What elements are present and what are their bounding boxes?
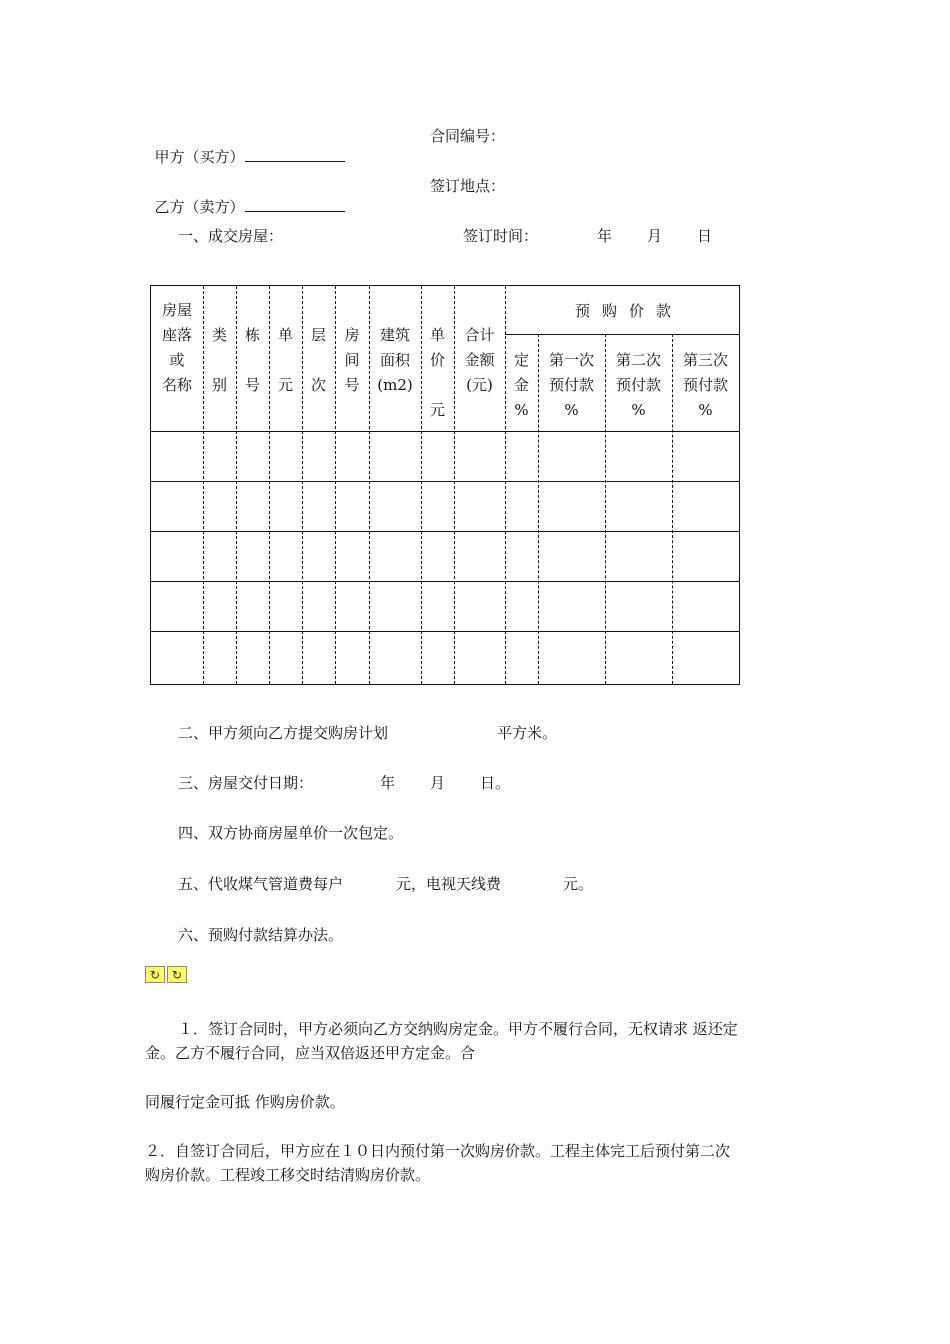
header-text: 单 [429,326,445,344]
header-text: 或 [169,351,185,369]
row-divider [151,481,739,482]
header-text: 类 [211,326,227,344]
header-text [369,298,421,323]
header-text: 房 [344,326,360,344]
clause-5-end: 元。 [563,875,594,893]
row-divider [151,531,739,532]
para2-line2: 购房价款。工程竣工移交时结清购房价款。 [145,1166,431,1184]
clause-2-text: 二、甲方须向乙方提交购房计划 [178,724,389,742]
header-text: 元 [429,401,445,419]
col-floor [302,298,335,398]
prepayment-group-header: 预购价款 [574,302,683,320]
header-text: 房屋 [161,301,192,319]
sign-year: 年 [597,227,613,245]
header-text: % [564,401,579,419]
property-table [150,285,740,685]
col-type [203,298,236,398]
clause-4-text: 四、双方协商房屋单价一次包定。 [178,824,404,842]
header-text: 次 [310,376,326,394]
col-unit-price [421,298,454,423]
header-text [302,348,335,373]
row-divider [151,581,739,582]
clause-5-text: 五、代收煤气管道费每户 [178,875,344,893]
header-text: 定 [513,351,529,369]
header-text: 合计 [464,326,495,344]
header-text [302,298,335,323]
col-unit [269,298,302,398]
col-room [335,298,369,398]
clause-3-day: 日。 [480,774,511,792]
party-a-blank[interactable] [245,146,345,162]
col-divider [505,286,506,684]
header-text: % [631,401,646,419]
header-text: % [698,401,713,419]
header-text: 号 [344,376,360,394]
col-deposit [505,348,538,423]
header-text: 第三次 [682,351,728,369]
header-text: 单 [277,326,293,344]
header-text: 预付款 [548,376,594,394]
group-header-divider [505,334,739,335]
header-text [421,298,454,323]
header-text: % [514,401,529,419]
party-a-line [145,126,345,167]
sign-month: 月 [647,227,663,245]
header-text [203,298,236,323]
header-text: 间 [344,351,360,369]
clause-5-tv: 元，电视天线费 [396,875,502,893]
link-object-icon[interactable]: ↻ [167,966,187,983]
col-second-payment [605,348,672,423]
header-text [269,348,302,373]
header-text: 第二次 [615,351,661,369]
header-text: 元 [277,376,293,394]
header-text [454,298,505,323]
para1-line3: 同履行定金可抵 作购房价款。 [145,1093,345,1111]
header-text: 建筑 [379,326,410,344]
header-text: 第一次 [548,351,594,369]
clause-2-unit: 平方米。 [497,724,558,742]
header-text [269,298,302,323]
clause-6-text: 六、预购付款结算办法。 [178,926,344,944]
header-bottom-line [151,431,739,432]
header-text: 层 [310,326,326,344]
party-b-label: 乙方（卖方） [154,198,245,216]
header-text: (m2) [377,376,413,394]
col-location [151,298,203,398]
header-text: (元) [466,376,493,394]
header-text: 金 [513,376,529,394]
header-text: 预付款 [615,376,661,394]
header-text: 预付款 [682,376,728,394]
header-text [335,298,369,323]
header-text [203,348,236,373]
party-b-line [145,176,345,217]
para1-line2: 金。乙方不履行合同，应当双倍返还甲方定金。合 [145,1044,476,1062]
header-text: 座落 [161,326,192,344]
sign-time-label: 签订时间： [463,227,539,245]
para2-line1: ２．自签订合同后，甲方应在１０日内预付第一次购房价款。工程主体完工后预付第二次 [145,1142,731,1160]
embedded-object-icons [145,966,187,983]
header-text [236,348,269,373]
header-text: 价 [429,351,445,369]
header-text: 号 [244,376,260,394]
col-building [236,298,269,398]
header-text [236,298,269,323]
party-b-blank[interactable] [245,196,345,212]
row-divider [151,631,739,632]
sign-day: 日 [697,227,713,245]
header-text: 金额 [464,351,495,369]
clause-3-year: 年 [380,774,396,792]
col-area [369,298,421,398]
section1-title: 一、成交房屋： [178,227,284,245]
header-text: 名称 [161,376,192,394]
clause-3-text: 三、房屋交付日期： [178,774,314,792]
sign-place-label: 签订地点： [430,177,506,195]
header-text: 面积 [379,351,410,369]
contract-no-label: 合同编号： [430,127,506,145]
header-text: 栋 [244,326,260,344]
link-object-icon[interactable]: ↻ [145,966,165,983]
col-third-payment [672,348,739,423]
col-first-payment [538,348,605,423]
header-text [421,373,454,398]
para1-line1: １．签订合同时，甲方必须向乙方交纳购房定金。甲方不履行合同，无权请求 返还定 [178,1020,738,1038]
party-a-label: 甲方（买方） [154,148,245,166]
col-total [454,298,505,398]
header-text: 别 [211,376,227,394]
clause-3-month: 月 [430,774,446,792]
